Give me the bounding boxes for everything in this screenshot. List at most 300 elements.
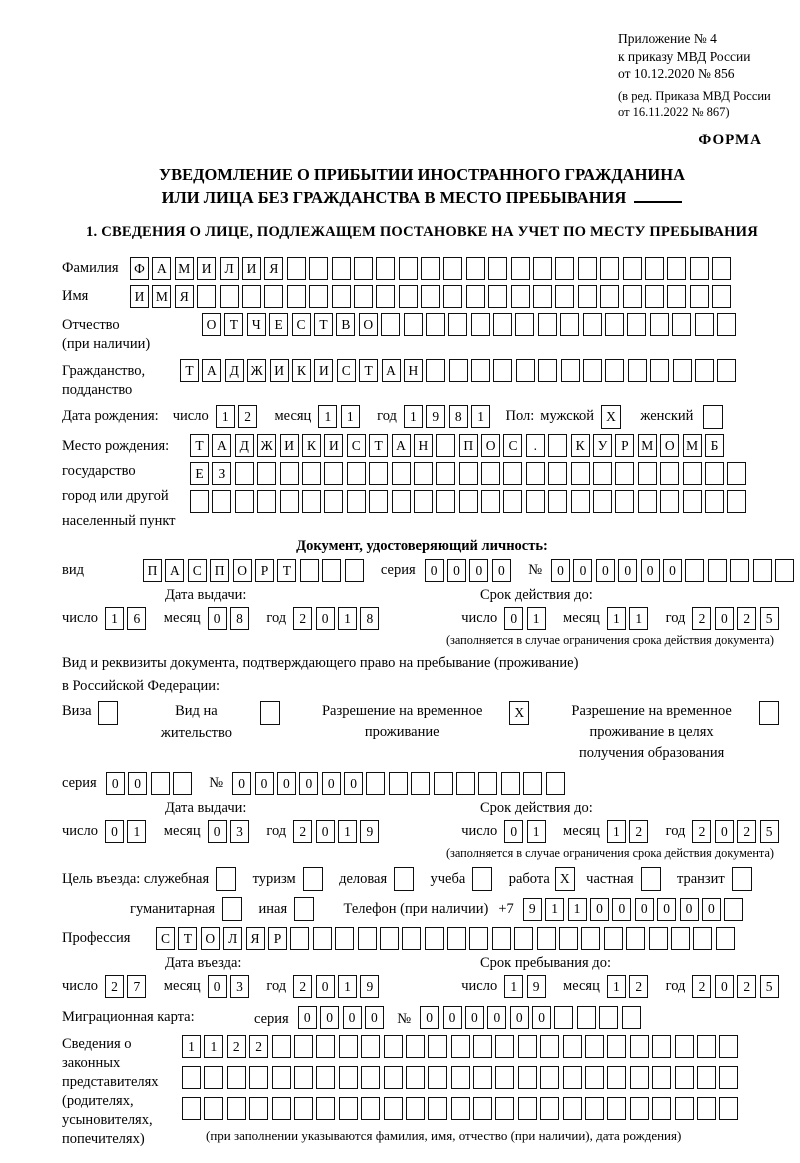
cell[interactable] (605, 313, 624, 336)
cell[interactable] (488, 285, 507, 308)
cell[interactable] (716, 927, 735, 950)
cell[interactable] (473, 1035, 492, 1058)
cell[interactable] (443, 257, 462, 280)
cell[interactable] (724, 898, 743, 921)
cell[interactable] (630, 1066, 649, 1089)
cell[interactable]: Я (264, 257, 283, 280)
cell[interactable]: 0 (316, 820, 335, 843)
cell[interactable] (436, 434, 455, 457)
cell[interactable]: 1 (105, 607, 124, 630)
cell[interactable] (235, 490, 254, 513)
cell[interactable] (466, 257, 485, 280)
cell[interactable]: 5 (760, 975, 779, 998)
cell[interactable] (264, 285, 283, 308)
cell[interactable]: Н (414, 434, 433, 457)
cell[interactable]: Е (269, 313, 288, 336)
cell[interactable]: А (152, 257, 171, 280)
cell[interactable]: 2 (629, 975, 648, 998)
cell[interactable]: Я (175, 285, 194, 308)
cell[interactable]: 2 (629, 820, 648, 843)
cell[interactable] (313, 927, 332, 950)
cell[interactable]: 0 (425, 559, 444, 582)
cell[interactable]: 1 (204, 1035, 223, 1058)
cell[interactable] (503, 462, 522, 485)
cell[interactable] (515, 313, 534, 336)
cell[interactable]: Ж (257, 434, 276, 457)
cell[interactable] (719, 1066, 738, 1089)
cell[interactable] (280, 462, 299, 485)
cell[interactable]: 0 (590, 898, 609, 921)
cell[interactable] (469, 927, 488, 950)
cell[interactable]: Т (224, 313, 243, 336)
cell[interactable]: А (392, 434, 411, 457)
cell[interactable]: 0 (715, 820, 734, 843)
cell[interactable] (332, 257, 351, 280)
cell[interactable] (697, 1097, 716, 1120)
cell[interactable] (693, 927, 712, 950)
cell[interactable] (369, 462, 388, 485)
cell[interactable]: О (233, 559, 252, 582)
cell[interactable]: 0 (255, 772, 274, 795)
cell[interactable]: 9 (360, 820, 379, 843)
cell[interactable]: А (202, 359, 221, 382)
cell[interactable]: А (165, 559, 184, 582)
cell[interactable]: X (601, 405, 621, 429)
cell[interactable] (671, 927, 690, 950)
cell[interactable]: К (571, 434, 590, 457)
cell[interactable]: 6 (127, 607, 146, 630)
cell[interactable] (249, 1097, 268, 1120)
cell[interactable] (604, 927, 623, 950)
cell[interactable] (451, 1097, 470, 1120)
cell[interactable] (599, 1006, 618, 1029)
cell[interactable] (173, 772, 192, 795)
cell[interactable]: Т (180, 359, 199, 382)
cell[interactable]: Б (705, 434, 724, 457)
cell[interactable]: 1 (182, 1035, 201, 1058)
cell[interactable]: З (212, 462, 231, 485)
cell[interactable] (257, 490, 276, 513)
cell[interactable] (652, 1066, 671, 1089)
cell[interactable] (436, 490, 455, 513)
cell[interactable] (660, 462, 679, 485)
cell[interactable] (605, 359, 624, 382)
cell[interactable] (280, 490, 299, 513)
cell[interactable] (675, 1035, 694, 1058)
cell[interactable] (548, 490, 567, 513)
cell[interactable] (473, 1097, 492, 1120)
cell[interactable] (249, 1066, 268, 1089)
cell[interactable] (394, 867, 414, 891)
cell[interactable]: 0 (299, 772, 318, 795)
cell[interactable] (623, 285, 642, 308)
cell[interactable]: 1 (471, 405, 490, 428)
cell[interactable]: 1 (545, 898, 564, 921)
cell[interactable]: 0 (316, 975, 335, 998)
cell[interactable] (302, 490, 321, 513)
cell[interactable] (628, 359, 647, 382)
cell[interactable]: Р (268, 927, 287, 950)
cell[interactable]: 5 (760, 820, 779, 843)
cell[interactable] (361, 1097, 380, 1120)
cell[interactable] (626, 927, 645, 950)
cell[interactable] (571, 490, 590, 513)
cell[interactable] (583, 313, 602, 336)
cell[interactable]: О (359, 313, 378, 336)
cell[interactable]: 2 (737, 820, 756, 843)
cell[interactable]: М (152, 285, 171, 308)
cell[interactable] (472, 867, 492, 891)
cell[interactable] (294, 1035, 313, 1058)
cell[interactable]: 0 (447, 559, 466, 582)
cell[interactable]: 0 (635, 898, 654, 921)
cell[interactable] (235, 462, 254, 485)
cell[interactable] (339, 1035, 358, 1058)
cell[interactable] (495, 1097, 514, 1120)
cell[interactable]: Л (220, 257, 239, 280)
cell[interactable] (339, 1097, 358, 1120)
cell[interactable] (309, 257, 328, 280)
cell[interactable] (399, 285, 418, 308)
cell[interactable] (717, 313, 736, 336)
cell[interactable]: 0 (343, 1006, 362, 1029)
cell[interactable] (695, 359, 714, 382)
cell[interactable]: Т (359, 359, 378, 382)
cell[interactable] (272, 1066, 291, 1089)
cell[interactable] (622, 1006, 641, 1029)
cell[interactable]: 0 (105, 820, 124, 843)
cell[interactable]: 2 (293, 975, 312, 998)
cell[interactable] (627, 313, 646, 336)
cell[interactable]: 2 (737, 975, 756, 998)
cell[interactable] (481, 462, 500, 485)
cell[interactable] (197, 285, 216, 308)
cell[interactable]: М (683, 434, 702, 457)
cell[interactable] (533, 257, 552, 280)
cell[interactable] (703, 405, 723, 429)
cell[interactable]: 0 (298, 1006, 317, 1029)
cell[interactable] (563, 1035, 582, 1058)
cell[interactable] (384, 1097, 403, 1120)
cell[interactable] (216, 867, 236, 891)
cell[interactable]: 1 (338, 820, 357, 843)
cell[interactable] (685, 559, 704, 582)
cell[interactable] (443, 285, 462, 308)
cell[interactable] (339, 1066, 358, 1089)
cell[interactable]: 0 (316, 607, 335, 630)
cell[interactable]: Е (190, 462, 209, 485)
cell[interactable]: 2 (692, 975, 711, 998)
cell[interactable] (667, 285, 686, 308)
cell[interactable]: И (242, 257, 261, 280)
cell[interactable]: И (130, 285, 149, 308)
cell[interactable] (697, 1066, 716, 1089)
cell[interactable] (182, 1066, 201, 1089)
cell[interactable] (302, 462, 321, 485)
cell[interactable] (381, 313, 400, 336)
cell[interactable] (380, 927, 399, 950)
cell[interactable] (303, 867, 323, 891)
cell[interactable] (222, 897, 242, 921)
cell[interactable]: . (526, 434, 545, 457)
cell[interactable]: Ч (247, 313, 266, 336)
cell[interactable]: Т (178, 927, 197, 950)
cell[interactable] (540, 1066, 559, 1089)
cell[interactable]: Н (404, 359, 423, 382)
cell[interactable] (708, 559, 727, 582)
cell[interactable]: 0 (551, 559, 570, 582)
cell[interactable]: И (280, 434, 299, 457)
cell[interactable] (630, 1035, 649, 1058)
cell[interactable]: О (202, 313, 221, 336)
cell[interactable] (645, 285, 664, 308)
cell[interactable] (538, 359, 557, 382)
cell[interactable] (683, 490, 702, 513)
cell[interactable] (227, 1066, 246, 1089)
cell[interactable] (404, 313, 423, 336)
cell[interactable]: 7 (127, 975, 146, 998)
cell[interactable] (448, 313, 467, 336)
cell[interactable] (630, 1097, 649, 1120)
cell[interactable] (561, 359, 580, 382)
cell[interactable]: 1 (216, 405, 235, 428)
cell[interactable] (436, 462, 455, 485)
cell[interactable] (514, 927, 533, 950)
cell[interactable] (451, 1066, 470, 1089)
cell[interactable] (294, 1097, 313, 1120)
cell[interactable] (227, 1097, 246, 1120)
cell[interactable] (667, 257, 686, 280)
cell[interactable] (332, 285, 351, 308)
cell[interactable]: С (188, 559, 207, 582)
cell[interactable] (406, 1066, 425, 1089)
cell[interactable] (623, 257, 642, 280)
cell[interactable]: Т (369, 434, 388, 457)
cell[interactable] (511, 285, 530, 308)
cell[interactable] (316, 1066, 335, 1089)
cell[interactable] (719, 1035, 738, 1058)
cell[interactable] (705, 490, 724, 513)
cell[interactable]: Д (235, 434, 254, 457)
cell[interactable] (753, 559, 772, 582)
cell[interactable] (560, 313, 579, 336)
cell[interactable]: С (503, 434, 522, 457)
cell[interactable]: 0 (618, 559, 637, 582)
cell[interactable]: 0 (657, 898, 676, 921)
cell[interactable]: 0 (510, 1006, 529, 1029)
cell[interactable] (358, 927, 377, 950)
cell[interactable] (526, 462, 545, 485)
cell[interactable] (459, 462, 478, 485)
cell[interactable] (652, 1035, 671, 1058)
cell[interactable] (493, 359, 512, 382)
cell[interactable] (593, 490, 612, 513)
cell[interactable]: 1 (607, 975, 626, 998)
cell[interactable]: 3 (230, 820, 249, 843)
cell[interactable] (411, 772, 430, 795)
cell[interactable] (555, 257, 574, 280)
cell[interactable] (585, 1066, 604, 1089)
cell[interactable] (354, 285, 373, 308)
cell[interactable] (190, 490, 209, 513)
cell[interactable]: П (210, 559, 229, 582)
cell[interactable] (345, 559, 364, 582)
cell[interactable]: 0 (443, 1006, 462, 1029)
cell[interactable]: 8 (230, 607, 249, 630)
cell[interactable]: И (314, 359, 333, 382)
cell[interactable]: Р (255, 559, 274, 582)
cell[interactable]: 0 (128, 772, 147, 795)
cell[interactable]: 1 (629, 607, 648, 630)
cell[interactable]: 2 (238, 405, 257, 428)
cell[interactable]: 1 (568, 898, 587, 921)
cell[interactable] (607, 1066, 626, 1089)
cell[interactable] (585, 1097, 604, 1120)
cell[interactable]: 2 (737, 607, 756, 630)
cell[interactable]: 0 (504, 607, 523, 630)
cell[interactable] (399, 257, 418, 280)
cell[interactable] (493, 313, 512, 336)
cell[interactable] (526, 490, 545, 513)
cell[interactable]: 0 (702, 898, 721, 921)
cell[interactable] (428, 1097, 447, 1120)
cell[interactable] (712, 257, 731, 280)
cell[interactable] (459, 490, 478, 513)
cell[interactable]: 0 (487, 1006, 506, 1029)
cell[interactable]: 0 (715, 607, 734, 630)
cell[interactable] (300, 559, 319, 582)
cell[interactable]: 0 (465, 1006, 484, 1029)
cell[interactable] (260, 701, 280, 725)
cell[interactable]: С (156, 927, 175, 950)
cell[interactable]: 1 (404, 405, 423, 428)
cell[interactable] (615, 462, 634, 485)
cell[interactable] (272, 1097, 291, 1120)
cell[interactable]: 1 (318, 405, 337, 428)
cell[interactable] (421, 285, 440, 308)
cell[interactable] (559, 927, 578, 950)
cell[interactable] (577, 1006, 596, 1029)
cell[interactable] (641, 867, 661, 891)
cell[interactable]: 0 (715, 975, 734, 998)
cell[interactable] (426, 313, 445, 336)
cell[interactable] (615, 490, 634, 513)
cell[interactable] (392, 490, 411, 513)
cell[interactable]: 0 (469, 559, 488, 582)
cell[interactable]: 5 (760, 607, 779, 630)
cell[interactable]: 0 (680, 898, 699, 921)
cell[interactable]: X (509, 701, 529, 725)
cell[interactable] (449, 359, 468, 382)
cell[interactable] (294, 897, 314, 921)
cell[interactable]: 1 (527, 820, 546, 843)
cell[interactable] (384, 1035, 403, 1058)
cell[interactable] (533, 285, 552, 308)
cell[interactable]: П (459, 434, 478, 457)
cell[interactable] (204, 1097, 223, 1120)
cell[interactable] (672, 313, 691, 336)
cell[interactable] (414, 490, 433, 513)
cell[interactable]: М (175, 257, 194, 280)
cell[interactable]: 2 (692, 820, 711, 843)
cell[interactable]: И (197, 257, 216, 280)
cell[interactable] (316, 1035, 335, 1058)
cell[interactable]: 1 (127, 820, 146, 843)
cell[interactable]: Т (190, 434, 209, 457)
cell[interactable]: 0 (532, 1006, 551, 1029)
cell[interactable]: 0 (277, 772, 296, 795)
cell[interactable]: 2 (293, 607, 312, 630)
cell[interactable] (456, 772, 475, 795)
cell[interactable]: С (292, 313, 311, 336)
cell[interactable] (540, 1097, 559, 1120)
cell[interactable] (316, 1097, 335, 1120)
cell[interactable] (451, 1035, 470, 1058)
cell[interactable] (257, 462, 276, 485)
cell[interactable] (347, 462, 366, 485)
cell[interactable]: 1 (338, 975, 357, 998)
cell[interactable] (287, 285, 306, 308)
cell[interactable] (593, 462, 612, 485)
cell[interactable] (434, 772, 453, 795)
cell[interactable] (488, 257, 507, 280)
cell[interactable] (428, 1066, 447, 1089)
cell[interactable] (421, 257, 440, 280)
cell[interactable] (571, 462, 590, 485)
cell[interactable] (683, 462, 702, 485)
cell[interactable] (376, 285, 395, 308)
cell[interactable] (426, 359, 445, 382)
cell[interactable] (354, 257, 373, 280)
cell[interactable] (518, 1035, 537, 1058)
cell[interactable]: 0 (663, 559, 682, 582)
cell[interactable] (649, 927, 668, 950)
cell[interactable] (376, 257, 395, 280)
cell[interactable] (495, 1035, 514, 1058)
cell[interactable]: Л (223, 927, 242, 950)
cell[interactable]: 1 (527, 607, 546, 630)
cell[interactable] (335, 927, 354, 950)
cell[interactable] (309, 285, 328, 308)
cell[interactable] (495, 1066, 514, 1089)
cell[interactable] (563, 1097, 582, 1120)
cell[interactable] (650, 313, 669, 336)
cell[interactable] (473, 1066, 492, 1089)
cell[interactable] (719, 1097, 738, 1120)
cell[interactable] (406, 1035, 425, 1058)
cell[interactable] (690, 257, 709, 280)
cell[interactable]: 0 (344, 772, 363, 795)
cell[interactable] (322, 559, 341, 582)
cell[interactable] (294, 1066, 313, 1089)
cell[interactable]: 0 (208, 820, 227, 843)
cell[interactable] (727, 462, 746, 485)
cell[interactable] (182, 1097, 201, 1120)
cell[interactable] (324, 462, 343, 485)
cell[interactable] (600, 285, 619, 308)
cell[interactable]: О (481, 434, 500, 457)
cell[interactable] (581, 927, 600, 950)
cell[interactable] (402, 927, 421, 950)
cell[interactable]: 0 (612, 898, 631, 921)
cell[interactable] (727, 490, 746, 513)
cell[interactable] (523, 772, 542, 795)
cell[interactable]: С (337, 359, 356, 382)
cell[interactable] (638, 462, 657, 485)
cell[interactable]: 0 (596, 559, 615, 582)
cell[interactable]: Ж (247, 359, 266, 382)
cell[interactable] (554, 1006, 573, 1029)
